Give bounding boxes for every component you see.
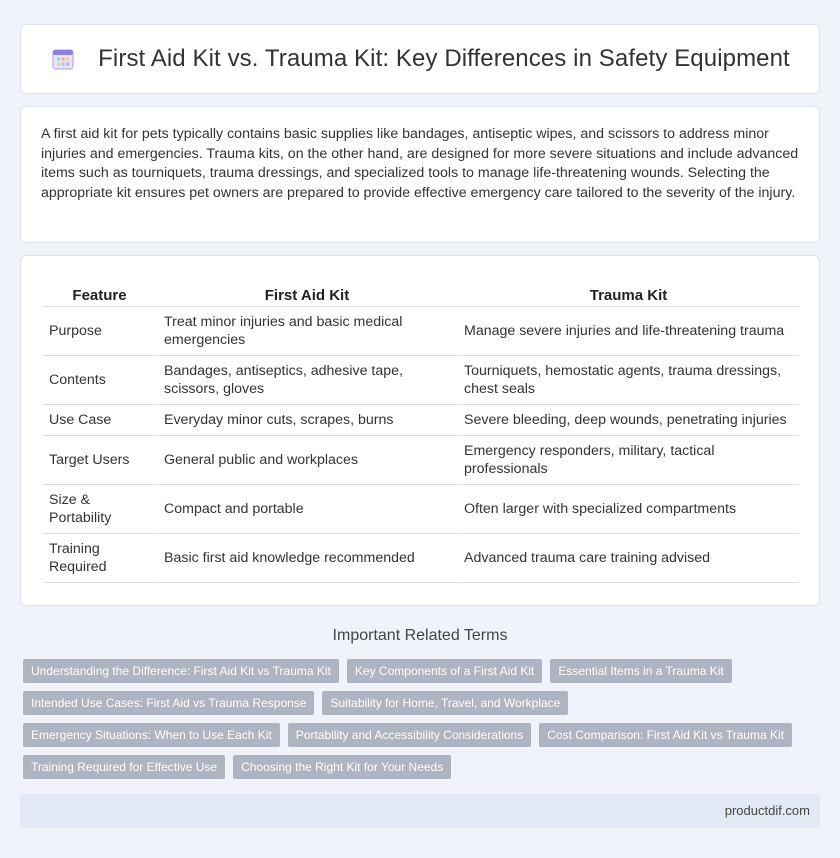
trauma-cell: Advanced trauma care training advised xyxy=(456,534,799,583)
first-aid-cell: Everyday minor cuts, scrapes, burns xyxy=(156,405,456,436)
related-terms-list xyxy=(23,659,823,779)
page-title: First Aid Kit vs. Trauma Kit: Key Differences in Safety Equipment xyxy=(98,45,790,72)
first-aid-cell: Treat minor injuries and basic medical emergencies xyxy=(156,307,456,356)
table-row xyxy=(43,534,799,583)
intro-paragraph: A first aid kit for pets typically contains basic supplies like bandages, antiseptic wipes, and scissors to address minor injuries and emergencies. Trauma kits, on the other hand, are designed for more severe situations and include advanced items such as tourniquets, trauma dressings, and specialized tools to manage life-threatening wounds. Selecting the appropriate kit ensures pet owners are prepared to provide effective emergency care tailored to the severity of the injury. xyxy=(41,126,799,201)
feature-cell: Size & Portability xyxy=(43,485,156,534)
related-term-tag[interactable]: Training Required for Effective Use xyxy=(23,755,225,779)
column-header-first-aid-kit: First Aid Kit xyxy=(156,284,456,307)
trauma-cell: Severe bleeding, deep wounds, penetrating injuries xyxy=(456,405,799,436)
comparison-table xyxy=(43,284,799,583)
related-term-tag[interactable]: Cost Comparison: First Aid Kit vs Trauma Kit xyxy=(539,723,792,747)
page-header xyxy=(20,24,820,94)
feature-cell: Contents xyxy=(43,356,156,405)
table-row xyxy=(43,485,799,534)
related-term-tag[interactable]: Suitability for Home, Travel, and Workplace xyxy=(322,691,568,715)
table-row xyxy=(43,307,799,356)
related-term-tag[interactable]: Essential Items in a Trauma Kit xyxy=(550,659,731,683)
first-aid-cell: General public and workplaces xyxy=(156,436,456,485)
feature-cell: Target Users xyxy=(43,436,156,485)
comparison-section xyxy=(20,255,820,606)
calendar-grid-icon xyxy=(50,46,76,72)
trauma-cell: Often larger with specialized compartments xyxy=(456,485,799,534)
related-term-tag[interactable]: Choosing the Right Kit for Your Needs xyxy=(233,755,451,779)
first-aid-cell: Basic first aid knowledge recommended xyxy=(156,534,456,583)
related-term-tag[interactable]: Emergency Situations: When to Use Each Kit xyxy=(23,723,280,747)
feature-cell: Training Required xyxy=(43,534,156,583)
trauma-cell: Manage severe injuries and life-threatening trauma xyxy=(456,307,799,356)
related-terms-title: Important Related Terms xyxy=(332,627,508,644)
table-header-row xyxy=(43,284,799,307)
related-term-tag[interactable]: Understanding the Difference: First Aid Kit vs Trauma Kit xyxy=(23,659,339,683)
feature-cell: Purpose xyxy=(43,307,156,356)
footer-site-link[interactable]: productdif.com xyxy=(724,803,810,818)
table-row xyxy=(43,356,799,405)
trauma-cell: Emergency responders, military, tactical professionals xyxy=(456,436,799,485)
table-row xyxy=(43,436,799,485)
feature-cell: Use Case xyxy=(43,405,156,436)
column-header-feature: Feature xyxy=(43,284,156,307)
related-term-tag[interactable]: Intended Use Cases: First Aid vs Trauma Response xyxy=(23,691,314,715)
first-aid-cell: Compact and portable xyxy=(156,485,456,534)
related-term-tag[interactable]: Portability and Accessibility Considerations xyxy=(288,723,531,747)
intro-section xyxy=(20,106,820,243)
page-footer xyxy=(20,794,820,828)
column-header-trauma-kit: Trauma Kit xyxy=(456,284,799,307)
first-aid-cell: Bandages, antiseptics, adhesive tape, scissors, gloves xyxy=(156,356,456,405)
trauma-cell: Tourniquets, hemostatic agents, trauma dressings, chest seals xyxy=(456,356,799,405)
table-row xyxy=(43,405,799,436)
related-term-tag[interactable]: Key Components of a First Aid Kit xyxy=(347,659,542,683)
